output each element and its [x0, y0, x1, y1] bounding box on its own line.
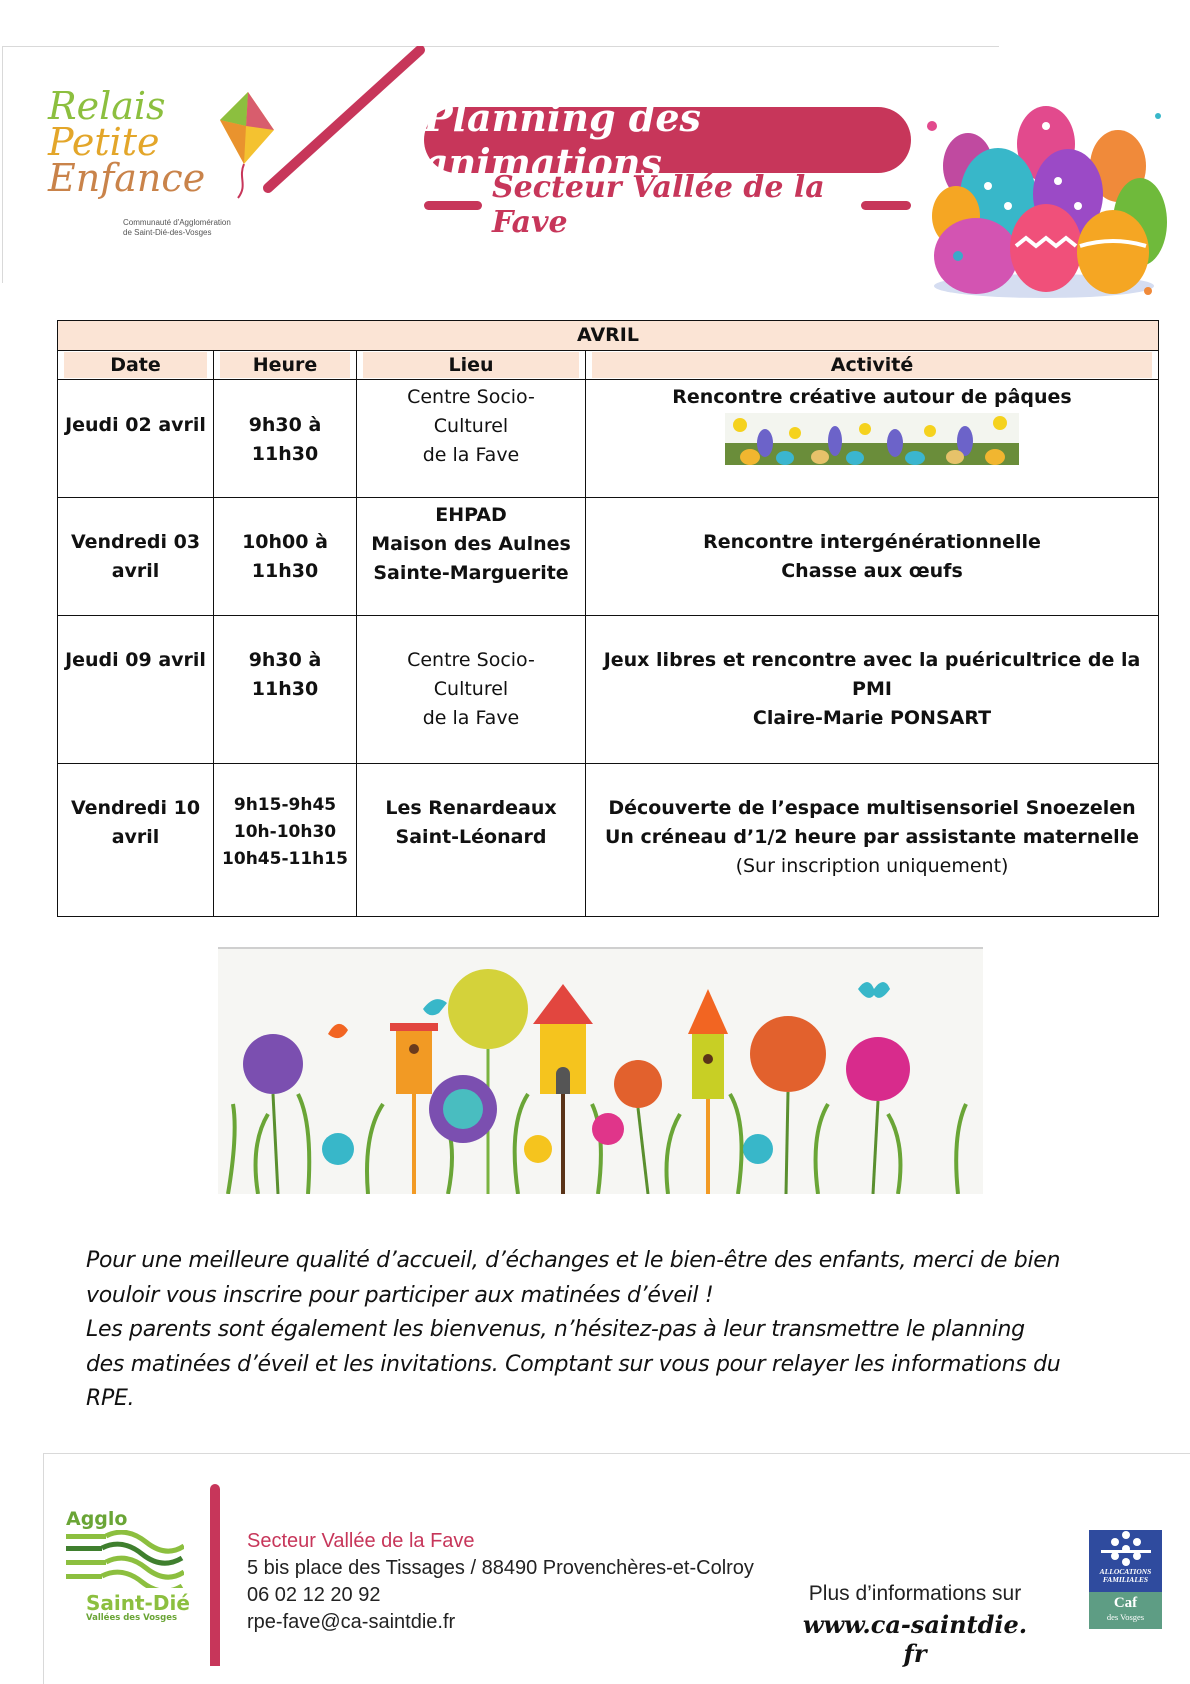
caf-line-1: ALLOCATIONS — [1099, 1567, 1152, 1576]
caf-logo-top — [1089, 1530, 1162, 1592]
subtitle-text: Secteur Vallée de la Fave — [492, 170, 825, 240]
subtitle-dash-left — [424, 201, 482, 210]
decorative-diagonal-line — [258, 46, 428, 196]
easter-flowers-image — [725, 413, 1019, 465]
caf-region: des Vosges — [1106, 1612, 1145, 1622]
place-line: Saint-Léonard — [395, 826, 547, 848]
more-info-block — [790, 1582, 1040, 1668]
easter-eggs-illustration — [918, 96, 1170, 302]
page-subtitle — [424, 170, 911, 240]
place-line: Centre Socio- — [407, 649, 535, 671]
subtitle-dash-right — [861, 201, 911, 210]
activity-note: (Sur inscription uniquement) — [735, 855, 1009, 877]
time-line: 11h30 — [251, 443, 319, 465]
caf-name: Caf — [1113, 1595, 1138, 1611]
place-line: Culturel — [433, 678, 509, 700]
place-cell — [357, 616, 586, 764]
date-line: Vendredi 03 — [70, 530, 201, 553]
table-row — [58, 498, 1159, 616]
time-cell — [214, 380, 357, 498]
info-line: vouloir vous inscrire pour participer aux matinées d’éveil ! — [86, 1282, 714, 1308]
table-row — [58, 616, 1159, 764]
agglo-waves-icon — [66, 1530, 184, 1588]
more-info-label: Plus d’informations sur — [808, 1582, 1022, 1605]
schedule-table — [57, 320, 1159, 917]
time-line: 10h45-11h15 — [222, 849, 348, 869]
spring-garden-illustration — [218, 947, 983, 1194]
header-label-time: Heure — [220, 352, 350, 378]
date-cell — [58, 498, 214, 616]
time-cell — [214, 498, 357, 616]
column-header-date — [58, 351, 214, 380]
contact-block — [247, 1528, 754, 1636]
agglo-logo-word: Agglo — [66, 1508, 128, 1530]
caf-line-2: FAMILIALES — [1102, 1575, 1149, 1584]
date-cell — [58, 380, 214, 498]
activity-cell — [586, 380, 1159, 498]
place-line: EHPAD — [435, 504, 507, 526]
time-line: 9h30 à — [248, 649, 322, 671]
date-line: avril — [111, 826, 160, 848]
logo-line-1: Relais — [48, 84, 166, 128]
place-line: Maison des Aulnes — [371, 533, 571, 555]
website-link[interactable]: www.ca-saintdie. fr — [802, 1610, 1028, 1668]
header-label-date: Date — [64, 352, 207, 378]
logo-subtitle-2: de Saint-Dié-des-Vosges — [123, 228, 212, 237]
time-cell — [214, 764, 357, 917]
place-line: Sainte-Marguerite — [373, 562, 569, 584]
date-line: Jeudi 09 avril — [65, 649, 206, 671]
date-line: Jeudi 02 avril — [65, 414, 206, 436]
time-line: 11h30 — [251, 678, 319, 700]
table-row — [58, 764, 1159, 917]
place-line: de la Fave — [422, 444, 520, 466]
column-header-time — [214, 351, 357, 380]
activity-line: Un créneau d’1/2 heure par assistante maternelle — [604, 826, 1140, 848]
logo-line-3: Enfance — [48, 156, 206, 200]
activity-line: Découverte de l’espace multisensoriel Snoezelen — [608, 797, 1136, 819]
activity-line: Jeux libres et rencontre avec la puéricultrice de la PMI — [603, 649, 1141, 700]
footer-divider-bar — [210, 1484, 220, 1666]
info-line: RPE. — [86, 1386, 135, 1411]
logo-line-2: Petite — [48, 120, 160, 164]
date-cell — [58, 764, 214, 917]
place-line: Les Renardeaux — [385, 797, 557, 819]
activity-line: Rencontre créative autour de pâques — [672, 386, 1072, 408]
place-cell — [357, 498, 586, 616]
place-cell — [357, 380, 586, 498]
contact-sector: Secteur Vallée de la Fave — [247, 1530, 475, 1552]
activity-cell — [586, 498, 1159, 616]
agglo-saint-die-logo — [66, 1508, 196, 1628]
info-line: Les parents sont également les bienvenus, n’hésitez-pas à leur transmettre le planning — [86, 1317, 1025, 1342]
time-line: 9h15-9h45 — [233, 795, 337, 815]
activity-line: Claire-Marie PONSART — [752, 707, 992, 729]
place-cell — [357, 764, 586, 917]
date-line: Vendredi 10 — [70, 797, 201, 819]
date-cell — [58, 616, 214, 764]
rpe-logo — [48, 84, 268, 248]
info-paragraph — [86, 1244, 1146, 1417]
contact-phone[interactable]: 06 02 12 20 92 — [247, 1584, 381, 1606]
activity-line: Chasse aux œufs — [781, 559, 963, 582]
caf-people-icon — [1101, 1530, 1151, 1568]
agglo-logo-city: Saint-Dié — [86, 1591, 190, 1615]
column-header-activity — [586, 351, 1159, 380]
time-line: 9h30 à — [248, 414, 322, 436]
logo-subtitle-1: Communauté d'Agglomération — [123, 218, 231, 227]
activity-cell — [586, 764, 1159, 917]
month-row — [58, 321, 1159, 351]
header-label-place: Lieu — [363, 352, 579, 378]
time-cell — [214, 616, 357, 764]
page-title: Planning des animations — [424, 107, 911, 173]
place-line: de la Fave — [422, 707, 520, 729]
date-line: avril — [111, 559, 160, 582]
info-line: Pour une meilleure qualité d’accueil, d’échanges et le bien-être des enfants, merci de bien — [86, 1248, 1061, 1273]
activity-line: Rencontre intergénérationnelle — [703, 530, 1041, 553]
month-header: AVRIL — [58, 321, 1159, 351]
time-line: 10h00 à — [242, 530, 328, 553]
place-line: Culturel — [433, 415, 509, 437]
activity-cell — [586, 616, 1159, 764]
header-label-activity: Activité — [592, 352, 1152, 378]
column-header-place — [357, 351, 586, 380]
contact-email[interactable]: rpe-fave@ca-saintdie.fr — [247, 1611, 456, 1633]
caf-logo-bottom — [1089, 1592, 1162, 1629]
info-line: des matinées d’éveil et les invitations. Comptant sur vous pour relayer les informations du — [86, 1351, 1061, 1377]
time-line: 10h-10h30 — [233, 822, 337, 842]
place-line: Centre Socio- — [407, 386, 535, 408]
caf-logo — [1089, 1527, 1162, 1626]
contact-address: 5 bis place des Tissages / 88490 Provenchères-et-Colroy — [247, 1557, 754, 1579]
agglo-logo-tagline: Vallées des Vosges — [86, 1613, 178, 1623]
column-header-row — [58, 351, 1159, 380]
time-line: 11h30 — [251, 559, 319, 582]
table-row — [58, 380, 1159, 498]
